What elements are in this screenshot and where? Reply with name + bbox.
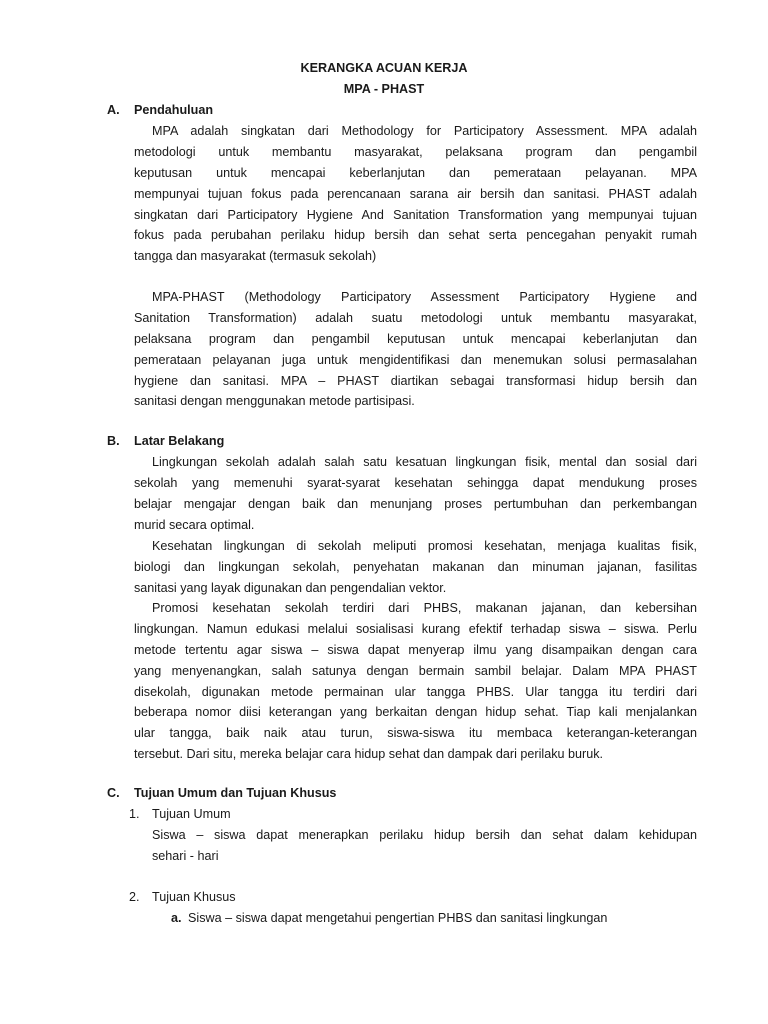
text-line: sanitasi dengan menggunakan metode partisipasi.	[134, 394, 415, 409]
section-b-letter: B.	[107, 434, 120, 448]
text-line: MPA-PHAST (Methodology Participatory Assessment Participatory Hygiene and	[152, 290, 697, 304]
section-b-paragraph-1	[134, 452, 697, 536]
text-line: pemerataan pelayanan juga untuk mengidentifikasi dan menemukan solusi permasalahan	[134, 352, 697, 367]
tujuan-khusus-title: Tujuan Khusus	[152, 890, 236, 904]
text-line: Siswa – siswa dapat menerapkan perilaku hidup bersih dan sehat dalam kehidupan	[152, 828, 697, 842]
list-number-1: 1.	[129, 807, 140, 821]
text-line: disekolah, digunakan metode permainan ular tangga PHBS. Ular tangga itu terdiri dari	[134, 684, 697, 699]
text-line: lingkungan. Namun edukasi melalui sosialisasi kurang efektif terhadap siswa – siswa. Perlu	[134, 621, 697, 636]
text-line: pelaksana program dan pengambil keputusan untuk mencapai keberlanjutan dan	[134, 331, 697, 346]
section-c-heading: Tujuan Umum dan Tujuan Khusus	[134, 786, 337, 800]
text-line: sehari - hari	[152, 848, 219, 863]
text-line: tersebut. Dari situ, mereka belajar cara hidup sehat dan dampak dari perilaku buruk.	[134, 747, 604, 762]
text-line: sekolah yang memenuhi syarat-syarat kesehatan sehingga dapat mendukung proses	[134, 475, 697, 490]
text-line: fokus pada perubahan perilaku hidup bersih dan sehat serta pencegahan penyakit rumah	[134, 228, 697, 243]
list-number-2: 2.	[129, 890, 140, 904]
document-title: KERANGKA ACUAN KERJA	[300, 61, 468, 75]
text-line: Promosi kesehatan sekolah terdiri dari PHBS, makanan jajanan, dan kebersihan	[152, 601, 697, 615]
text-line: belajar mengajar dengan baik dan menunjang proses pertumbuhan dan perkembangan	[134, 496, 697, 511]
document-subtitle: MPA - PHAST	[343, 82, 425, 96]
text-line: ular tangga, baik naik atau turun, siswa-siswa itu membaca keterangan-keterangan	[134, 726, 697, 741]
tujuan-khusus-item-a: Siswa – siswa dapat mengetahui pengertian PHBS dan sanitasi lingkungan	[188, 911, 608, 925]
section-c-letter: C.	[107, 786, 120, 800]
text-line: yang menyenangkan, salah satunya dengan bermain sambil belajar. Dalam MPA PHAST	[134, 663, 697, 678]
section-b-heading: Latar Belakang	[134, 434, 225, 448]
tujuan-umum-text	[152, 825, 697, 867]
text-line: MPA adalah singkatan dari Methodology for Participatory Assessment. MPA adalah	[152, 124, 697, 138]
section-a-letter: A.	[107, 103, 120, 117]
text-line: beberapa nomor diisi keterangan yang berkaitan dengan hidup sehat. Tiap kali menjalankan	[134, 705, 697, 720]
section-b-paragraph-3	[134, 598, 697, 765]
text-line: singkatan dari Participatory Hygiene And Sanitation Transformation yang mempunyai tujuan	[134, 207, 697, 222]
section-b-paragraph-2	[134, 536, 697, 599]
text-line: metodologi untuk membantu masyarakat, pelaksana program dan pengambil	[134, 144, 697, 159]
text-line: biologi dan lingkungan sekolah, penyehatan makanan dan minuman jajanan, fasilitas	[134, 559, 697, 574]
text-line: mempunyai tujuan fokus pada perencanaan sarana air bersih dan sanitasi. PHAST adalah	[134, 186, 697, 201]
text-line: sanitasi yang layak digunakan dan pengendalian vektor.	[134, 580, 447, 595]
text-line: Sanitation Transformation) adalah suatu metodologi untuk membantu masyarakat,	[134, 310, 697, 325]
list-letter-a: a.	[171, 911, 182, 925]
section-a-heading: Pendahuluan	[134, 103, 214, 117]
text-line: Kesehatan lingkungan di sekolah meliputi promosi kesehatan, menjaga kualitas fisik,	[152, 539, 697, 553]
section-a-paragraph-1	[134, 121, 697, 267]
text-line: murid secara optimal.	[134, 517, 255, 532]
text-line: keputusan untuk mencapai keberlanjutan dan pemerataan pelayanan. MPA	[134, 165, 697, 180]
text-line: hygiene dan sanitasi. MPA – PHAST diartikan sebagai transformasi hidup bersih dan	[134, 373, 697, 388]
text-line: Lingkungan sekolah adalah salah satu kesatuan lingkungan fisik, mental dan sosial dari	[152, 455, 697, 469]
tujuan-umum-title: Tujuan Umum	[152, 807, 231, 821]
text-line: tangga dan masyarakat (termasuk sekolah)	[134, 249, 377, 264]
text-line: metode tertentu agar siswa – siswa dapat menyerap ilmu yang disampaikan dengan cara	[134, 642, 697, 657]
section-a-paragraph-2	[134, 287, 697, 412]
